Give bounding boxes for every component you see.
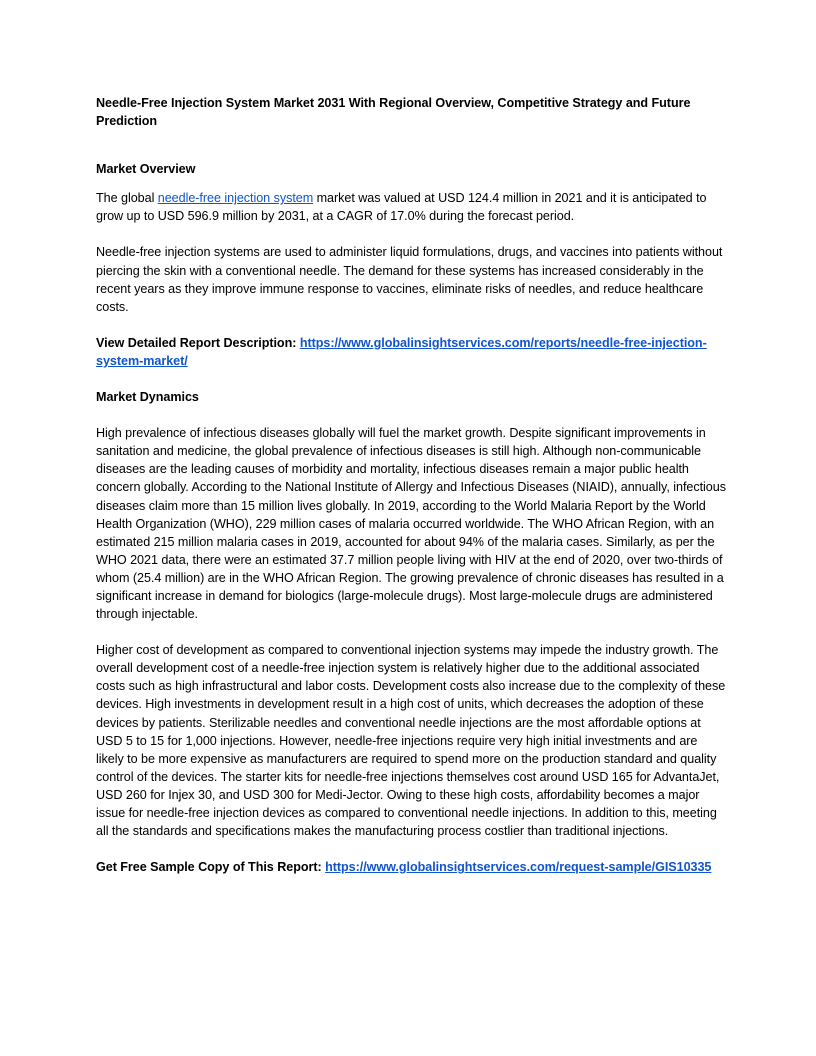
report-description-link[interactable]: https://www.globalinsightservices.com/reports/needle-free-injection-system-market/ <box>96 335 707 368</box>
report-description-label: View Detailed Report Description: <box>96 335 300 350</box>
market-dynamics-paragraph-2: Higher cost of development as compared to conventional injection systems may impede the industry growth. The overall development cost of a needle-free injection system is relatively higher due to the additional associated costs such as high infrastructural and labor costs. Development costs also increase due to the complexity of these devices. High investments in development result in a high cost of units, which decreases the adoption of these devices by patients. Sterilizable needles and conventional needle injections are the most affordable options at USD 5 to 15 for 1,000 injections. However, needle-free injections require very high initial investments and are likely to be more expensive as manufacturers are required to spend more on the production standard and quality control of the devices. The starter kits for needle-free injections themselves cost around USD 165 for AdvantaJet, USD 260 for Injex 30, and USD 300 for Medi-Jector. Owing to these high costs, affordability becomes a major issue for needle-free injection devices as compared to conventional needle injections. In addition to this, meeting all the standards and specifications makes the manufacturing process costlier than traditional injections. <box>96 643 726 839</box>
needle-free-injection-system-link[interactable]: needle-free injection system <box>157 191 314 206</box>
sample-copy-line <box>96 858 726 876</box>
market-overview-paragraph-2: Needle-free injection systems are used to administer liquid formulations, drugs, and vaccines into patients without piercing the skin with a conventional needle. The demand for these systems has increased considerably in the recent years as they improve immune response to vaccines, eliminate risks of needles, and reduce healthcare costs. <box>96 245 723 314</box>
sample-copy-link[interactable]: https://www.globalinsightservices.com/request-sample/GIS10335 <box>325 860 712 875</box>
overview-text-before-link: The global <box>96 191 158 206</box>
market-dynamics-paragraph-1: High prevalence of infectious diseases globally will fuel the market growth. Despite significant improvements in sanitation and medicine, the global prevalence of infectious diseases is still high. Although non-communicable diseases are the leading causes of morbidity and mortality, infectious diseases remain a major public health concern globally. According to the National Institute of Allergy and Infectious Diseases (NIAID), annually, infectious diseases claim more than 15 million lives globally. In 2019, according to the World Malaria Report by the World Health Organization (WHO), 229 million cases of malaria occurred worldwide. The WHO African Region, with an estimated 215 million malaria cases in 2019, accounted for about 94% of the malaria cases. Similarly, as per the WHO 2021 data, there were an estimated 37.7 million people living with HIV at the end of 2020, over two-thirds of whom (25.4 million) are in the WHO African Region. The growing prevalence of chronic diseases has resulted in a significant increase in demand for biologics (large-molecule drugs). Most large-molecule drugs are administered through injectable. <box>96 426 726 622</box>
document-page <box>96 94 726 894</box>
sample-copy-label: Get Free Sample Copy of This Report: <box>96 860 326 875</box>
market-overview-heading: Market Overview <box>96 162 196 177</box>
market-dynamics-heading: Market Dynamics <box>96 390 199 405</box>
report-description-line <box>96 334 726 370</box>
market-overview-paragraph-1 <box>96 189 726 225</box>
overview-text-after-link: market was valued at USD 124.4 million in 2021 and it is anticipated to grow up to USD 596.9 million by 2031, at a CAGR of 17.0% during the forecast period. <box>96 191 707 224</box>
document-title: Needle-Free Injection System Market 2031 With Regional Overview, Competitive Strategy and Future Prediction <box>96 96 691 129</box>
